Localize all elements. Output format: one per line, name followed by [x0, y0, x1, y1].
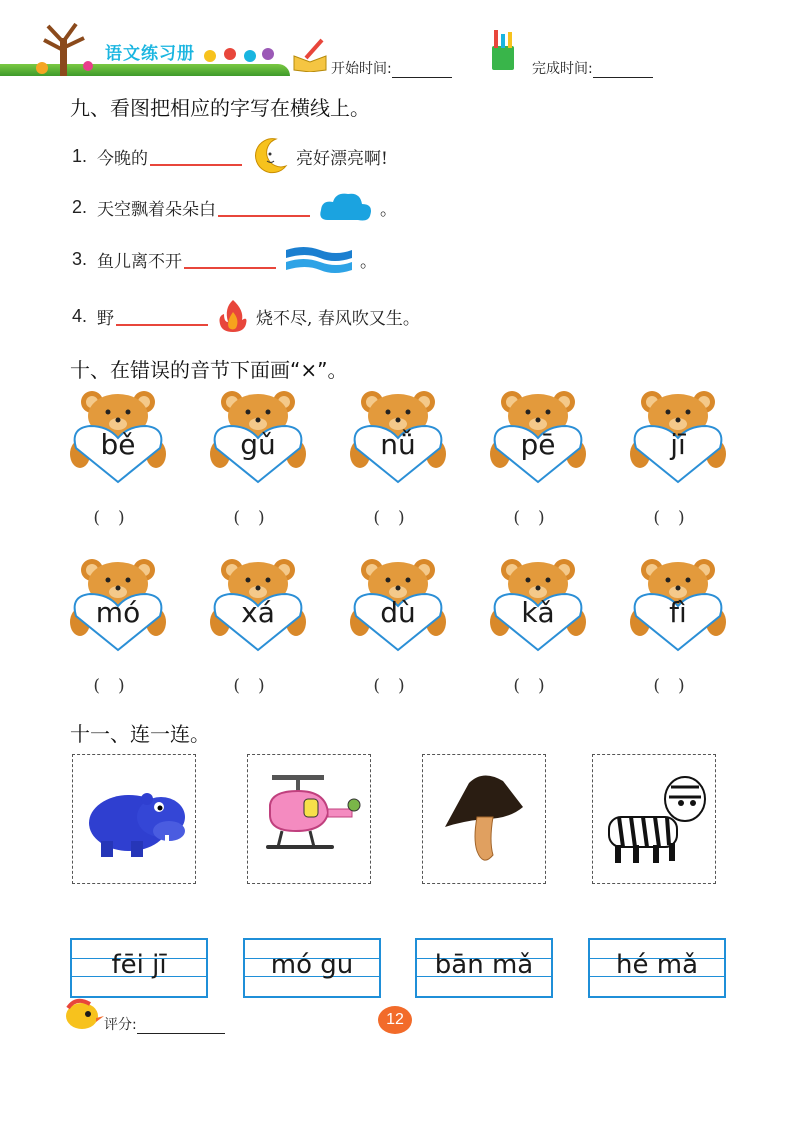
answer-parentheses[interactable]: () [93, 676, 143, 696]
pinyin-text: fēi jī [111, 950, 167, 980]
section11-title: 十一、连一连。 [70, 722, 210, 746]
workbook-brand: 语文练习册 [105, 44, 195, 64]
answer-parentheses[interactable]: () [233, 508, 283, 528]
answer-blank[interactable] [184, 249, 276, 269]
pinyin-card[interactable] [588, 938, 726, 998]
question-text-before: 野 [97, 308, 115, 329]
picture-card-helicopter[interactable] [247, 754, 371, 884]
question-text-after: 烧不尽, 春风吹又生。 [256, 308, 420, 329]
page-number: 12 [378, 1006, 412, 1034]
syllable-card [490, 388, 586, 486]
score-line[interactable] [137, 1019, 225, 1034]
pinyin-card[interactable] [70, 938, 208, 998]
syllable-card [350, 388, 446, 486]
syllable-text: bě [100, 428, 136, 461]
syllable-card [630, 388, 726, 486]
section10-title: 十、在错误的音节下面画“×”。 [70, 358, 348, 382]
hippo-icon [73, 755, 195, 883]
picture-card-zebra[interactable] [592, 754, 716, 884]
answer-parentheses[interactable]: () [233, 676, 283, 696]
question-number: 1. [72, 145, 88, 166]
syllable-text: xá [241, 596, 275, 629]
syllable-text: kǎ [521, 596, 555, 629]
answer-parentheses[interactable]: () [373, 676, 423, 696]
answer-blank[interactable] [218, 197, 310, 217]
syllable-card [490, 556, 586, 654]
question-text-before: 今晚的 [97, 148, 149, 169]
pinyin-card[interactable] [243, 938, 381, 998]
pinyin-card[interactable] [415, 938, 553, 998]
finish-time-label: 完成时间: [532, 61, 593, 77]
syllable-card [210, 556, 306, 654]
answer-parentheses[interactable]: () [653, 676, 703, 696]
section9-title: 九、看图把相应的字写在横线上。 [70, 96, 370, 120]
syllable-text: dù [380, 596, 416, 629]
finish-time-line[interactable] [593, 63, 653, 78]
syllable-text: mó [95, 596, 141, 629]
water-icon [284, 244, 354, 274]
finish-time-field [532, 58, 653, 78]
question-text-before: 天空飘着朵朵白 [97, 199, 217, 220]
fire-icon [216, 298, 250, 334]
syllable-card [350, 556, 446, 654]
answer-parentheses[interactable]: () [373, 508, 423, 528]
tree-icon [30, 20, 100, 76]
syllable-card [630, 556, 726, 654]
start-time-field [331, 58, 452, 78]
book-pencil-icon [292, 38, 328, 72]
picture-card-mushroom[interactable] [422, 754, 546, 884]
question-number: 2. [72, 196, 88, 217]
answer-blank[interactable] [116, 306, 208, 326]
start-time-line[interactable] [392, 63, 452, 78]
question-4 [72, 298, 420, 334]
cloud-icon [318, 190, 374, 224]
score-field [104, 1014, 225, 1034]
question-3 [72, 244, 377, 274]
syllable-text: gǔ [240, 428, 276, 461]
mushroom-icon [423, 755, 545, 883]
bird-icon [62, 996, 106, 1032]
picture-card-hippo[interactable] [72, 754, 196, 884]
question-text-after: 。 [360, 251, 378, 272]
zebra-icon [593, 755, 715, 883]
pencil-cup-icon [486, 28, 526, 72]
flowers-icon [200, 44, 280, 70]
syllable-card [70, 388, 166, 486]
question-2 [72, 190, 397, 224]
question-text-after: 亮好漂亮啊! [296, 148, 388, 169]
question-text-after: 。 [380, 199, 398, 220]
syllable-text: nǚ [380, 428, 416, 461]
syllable-text: jī [670, 428, 686, 461]
answer-parentheses[interactable]: () [93, 508, 143, 528]
question-1 [72, 136, 388, 176]
pinyin-text: hé mǎ [616, 950, 698, 980]
question-number: 3. [72, 248, 88, 269]
pinyin-text: bān mǎ [434, 950, 534, 980]
answer-parentheses[interactable]: () [513, 676, 563, 696]
syllable-card [70, 556, 166, 654]
syllable-card [210, 388, 306, 486]
helicopter-icon [248, 755, 370, 883]
moon-icon [250, 136, 290, 176]
question-text-before: 鱼儿离不开 [97, 251, 183, 272]
start-time-label: 开始时间: [331, 61, 392, 77]
score-label: 评分: [104, 1017, 137, 1033]
syllable-text: pē [520, 428, 556, 461]
question-number: 4. [72, 305, 88, 326]
syllable-text: fì [669, 596, 687, 629]
answer-blank[interactable] [150, 146, 242, 166]
answer-parentheses[interactable]: () [653, 508, 703, 528]
answer-parentheses[interactable]: () [513, 508, 563, 528]
pinyin-text: mó gu [270, 950, 354, 980]
